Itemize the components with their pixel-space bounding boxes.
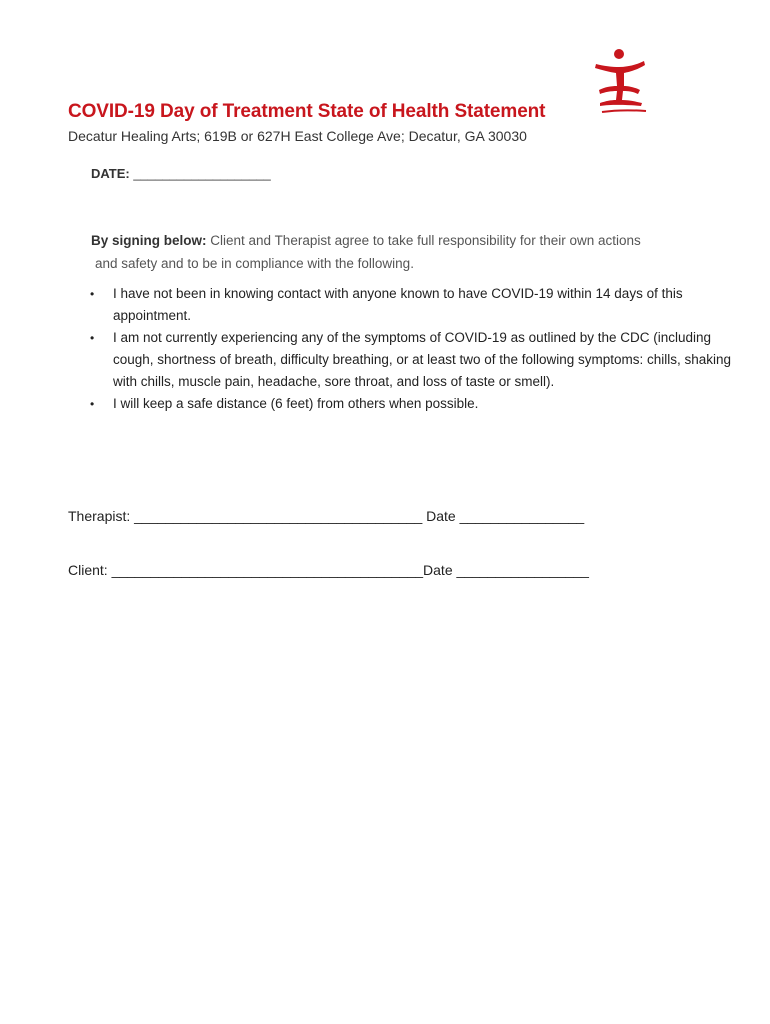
bullet-icon: •: [90, 331, 95, 345]
statement-text: I will keep a safe distance (6 feet) from others when possible.: [113, 396, 479, 411]
client-date-label: Date: [423, 562, 453, 578]
statement-list: [68, 283, 753, 415]
figure-logo-icon: [592, 48, 648, 114]
agreement-intro-label: By signing below:: [91, 233, 207, 248]
list-item: [90, 393, 753, 415]
client-signature-row: [68, 562, 589, 578]
list-item: [90, 283, 753, 327]
therapist-signature-line[interactable]: _____________________________________: [134, 508, 423, 524]
date-field[interactable]: [91, 166, 271, 181]
client-label: Client:: [68, 562, 108, 578]
list-item: [90, 327, 753, 393]
client-signature-line[interactable]: ________________________________________: [111, 562, 424, 578]
therapist-label: Therapist:: [68, 508, 131, 524]
page-title: COVID-19 Day of Treatment State of Health Statement: [68, 101, 546, 122]
statement-text: I am not currently experiencing any of the symptoms of COVID-19 as outlined by the CDC (including cough, shortness of breath, difficulty breathing, or at least two of the following symptoms: chills, shaking with chills, muscle pain, headache, sore throat, and loss of taste or smell).: [113, 330, 732, 389]
agreement-intro-line2: and safety and to be in compliance with the following.: [95, 256, 414, 271]
therapist-date-line[interactable]: ________________: [459, 508, 585, 524]
bullet-icon: •: [90, 287, 95, 301]
therapist-date-label: Date: [426, 508, 456, 524]
date-label: DATE:: [91, 166, 130, 181]
address-subtitle: Decatur Healing Arts; 619B or 627H East College Ave; Decatur, GA 30030: [68, 128, 527, 144]
statement-text: I have not been in knowing contact with anyone known to have COVID-19 within 14 days of this appointment.: [113, 286, 683, 323]
agreement-intro: [91, 229, 681, 275]
agreement-intro-line1: Client and Therapist agree to take full responsibility for their own actions: [206, 233, 641, 248]
client-date-line[interactable]: _________________: [456, 562, 589, 578]
therapist-signature-row: [68, 508, 584, 524]
bullet-icon: •: [90, 397, 95, 411]
date-blank[interactable]: ___________________: [133, 166, 271, 181]
